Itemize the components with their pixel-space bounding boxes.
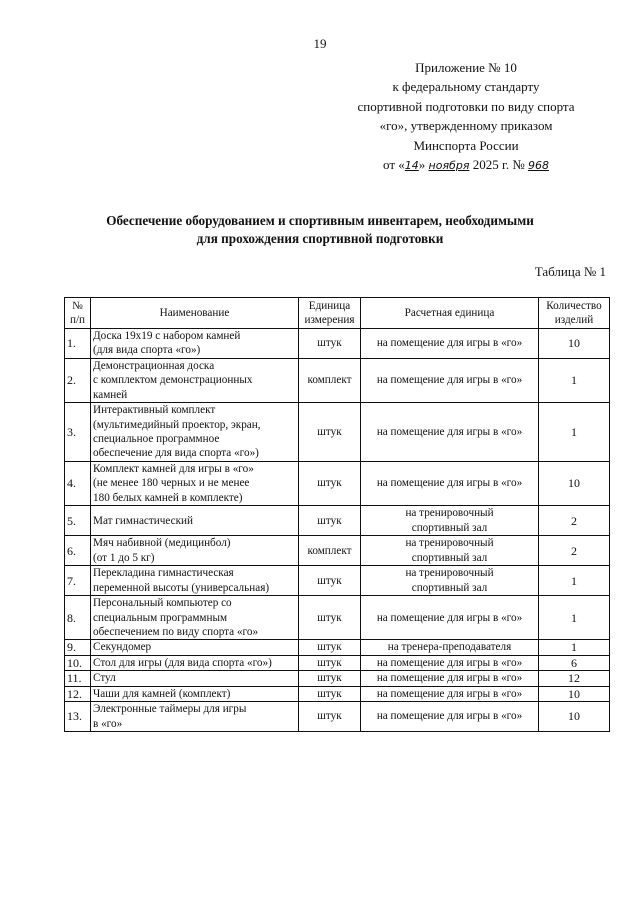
row-unit: штук — [299, 640, 361, 655]
row-name-line: Комплект камней для игры в «го» — [93, 463, 254, 476]
row-name — [91, 536, 299, 566]
header-qty: Количество изделий — [539, 298, 610, 329]
row-quantity: 10 — [539, 462, 610, 506]
row-unit: штук — [299, 702, 361, 732]
row-name-line: Доска 19х19 с набором камней — [93, 330, 241, 342]
row-number: 4. — [65, 462, 91, 506]
row-name — [91, 655, 299, 670]
table-row — [65, 403, 610, 462]
row-calc-unit — [361, 329, 539, 359]
row-name-line: (не менее 180 черных и не менее — [93, 477, 250, 490]
row-name-line: Секундомер — [93, 641, 152, 654]
row-quantity: 1 — [539, 566, 610, 596]
row-name-line: (мультимедийный проектор, экран, — [93, 418, 261, 431]
row-name-line: переменной высоты (универсальная) — [93, 581, 270, 594]
row-name — [91, 671, 299, 686]
row-calc-unit — [361, 462, 539, 506]
row-calc-line: на помещение для игры в «го» — [376, 710, 523, 723]
row-calc-line: на тренера-преподавателя — [387, 641, 512, 654]
row-number: 10. — [65, 655, 91, 670]
row-calc-line: на помещение для игры в «го» — [376, 672, 523, 685]
row-name — [91, 506, 299, 536]
row-calc-unit — [361, 358, 539, 402]
row-name-line: камней — [93, 388, 128, 401]
row-calc-unit — [361, 640, 539, 655]
row-calc-unit — [361, 686, 539, 701]
row-number: 12. — [65, 686, 91, 701]
date-prefix: от « — [383, 157, 405, 173]
table-row — [65, 462, 610, 506]
row-name — [91, 640, 299, 655]
row-quantity: 2 — [539, 536, 610, 566]
row-quantity: 2 — [539, 506, 610, 536]
row-calc-unit — [361, 536, 539, 566]
table-row — [65, 506, 610, 536]
row-name — [91, 566, 299, 596]
row-calc-line: спортивный зал — [411, 551, 488, 564]
row-calc-line: на помещение для игры в «го» — [376, 477, 523, 490]
title-line: для прохождения спортивной подготовки — [196, 231, 444, 246]
row-unit: штук — [299, 671, 361, 686]
row-calc-unit — [361, 671, 539, 686]
row-calc-unit — [361, 655, 539, 670]
row-calc-line: спортивный зал — [411, 521, 488, 534]
row-name-line: обеспечением по виду спорта «го» — [93, 626, 259, 639]
row-quantity: 10 — [539, 686, 610, 701]
row-name-line: специальное программное — [93, 433, 220, 446]
table-row — [65, 329, 610, 359]
row-name-line: (для вида спорта «го») — [93, 344, 201, 357]
table-row — [65, 655, 610, 670]
table-row — [65, 596, 610, 640]
appendix-line: «го», утвержденному приказом — [379, 118, 553, 134]
date-mid: » — [418, 157, 426, 173]
date-day: 14 — [404, 159, 419, 173]
row-name-line: с комплектом демонстрационных — [93, 374, 253, 387]
row-unit: штук — [299, 686, 361, 701]
row-quantity: 1 — [539, 358, 610, 402]
row-name-line: специальным программным — [93, 611, 228, 624]
row-number: 9. — [65, 640, 91, 655]
appendix-title: Приложение № 10 — [415, 60, 517, 75]
table-row — [65, 671, 610, 686]
row-name-line: (от 1 до 5 кг) — [93, 551, 155, 564]
row-calc-line: на помещение для игры в «го» — [376, 687, 523, 700]
row-number: 2. — [65, 358, 91, 402]
header-name: Наименование — [91, 298, 299, 329]
row-name-line: Электронные таймеры для игры — [93, 703, 247, 716]
row-number: 5. — [65, 506, 91, 536]
row-unit: штук — [299, 506, 361, 536]
row-name-line: Демонстрационная доска — [93, 359, 215, 372]
row-calc-line: на тренировочный — [405, 567, 494, 580]
row-name-line: в «го» — [93, 717, 123, 730]
row-unit: штук — [299, 655, 361, 670]
row-number: 3. — [65, 403, 91, 462]
row-calc-line: на помещение для игры в «го» — [376, 611, 523, 624]
appendix-date-line — [300, 155, 632, 175]
appendix-line: Минспорта России — [413, 137, 519, 153]
table-row — [65, 536, 610, 566]
row-unit: штук — [299, 596, 361, 640]
title-line: Обеспечение оборудованием и спортивным инвентарем, необходимыми — [106, 213, 534, 228]
table-label: Таблица № 1 — [534, 264, 606, 279]
row-calc-line: на тренировочный — [405, 507, 494, 520]
row-name — [91, 596, 299, 640]
row-name-line: Мяч набивной (медицинбол) — [93, 537, 231, 550]
header-unit: Единица измерения — [299, 298, 361, 329]
table-row — [65, 358, 610, 402]
row-unit: штук — [299, 403, 361, 462]
row-name — [91, 702, 299, 732]
row-calc-unit — [361, 702, 539, 732]
table-row — [65, 640, 610, 655]
row-quantity: 1 — [539, 596, 610, 640]
row-calc-line: спортивный зал — [411, 581, 488, 594]
row-unit: комплект — [299, 536, 361, 566]
row-calc-unit — [361, 566, 539, 596]
page-number: 19 — [313, 36, 327, 51]
row-name-line: Интерактивный комплект — [93, 404, 216, 417]
row-quantity: 1 — [539, 403, 610, 462]
appendix-block — [300, 58, 632, 175]
date-year: 2025 г. № — [472, 157, 525, 173]
date-month: ноября — [428, 159, 470, 173]
row-number: 11. — [65, 671, 91, 686]
row-calc-line: на помещение для игры в «го» — [376, 337, 523, 350]
row-calc-line: на помещение для игры в «го» — [376, 374, 523, 387]
row-name-line: Мат гимнастический — [93, 514, 194, 527]
row-name — [91, 403, 299, 462]
row-unit: штук — [299, 329, 361, 359]
row-calc-line: на помещение для игры в «го» — [376, 656, 523, 669]
table-row — [65, 566, 610, 596]
row-name — [91, 358, 299, 402]
row-quantity: 1 — [539, 640, 610, 655]
row-number: 6. — [65, 536, 91, 566]
header-calc: Расчетная единица — [361, 298, 539, 329]
row-number: 7. — [65, 566, 91, 596]
equipment-table — [64, 297, 610, 732]
row-number: 13. — [65, 702, 91, 732]
row-name-line: Чаши для камней (комплект) — [93, 687, 231, 700]
row-quantity: 12 — [539, 671, 610, 686]
appendix-line: к федеральному стандарту — [392, 79, 540, 95]
row-name-line: обеспечение для вида спорта «го») — [93, 447, 259, 460]
row-name — [91, 686, 299, 701]
row-unit: комплект — [299, 358, 361, 402]
table-row — [65, 702, 610, 732]
row-name-line: 180 белых камней в комплекте) — [93, 491, 243, 504]
row-calc-line: на тренировочный — [405, 537, 494, 550]
row-quantity: 10 — [539, 329, 610, 359]
appendix-line: спортивной подготовки по виду спорта — [357, 98, 575, 114]
row-name-line: Перекладина гимнастическая — [93, 567, 234, 580]
document-title — [0, 212, 640, 248]
row-name — [91, 329, 299, 359]
row-calc-line: на помещение для игры в «го» — [376, 425, 523, 438]
row-name-line: Стол для игры (для вида спорта «го») — [93, 656, 272, 669]
order-number: 968 — [527, 159, 549, 173]
table-header-row — [65, 298, 610, 329]
row-name-line: Стул — [93, 672, 116, 685]
row-number: 1. — [65, 329, 91, 359]
header-num: № п/п — [65, 298, 91, 329]
row-quantity: 10 — [539, 702, 610, 732]
row-name — [91, 462, 299, 506]
row-unit: штук — [299, 462, 361, 506]
row-calc-unit — [361, 403, 539, 462]
table-row — [65, 686, 610, 701]
table-body — [65, 329, 610, 732]
row-unit: штук — [299, 566, 361, 596]
row-quantity: 6 — [539, 655, 610, 670]
row-calc-unit — [361, 596, 539, 640]
row-calc-unit — [361, 506, 539, 536]
row-number: 8. — [65, 596, 91, 640]
row-name-line: Персональный компьютер со — [93, 597, 232, 610]
